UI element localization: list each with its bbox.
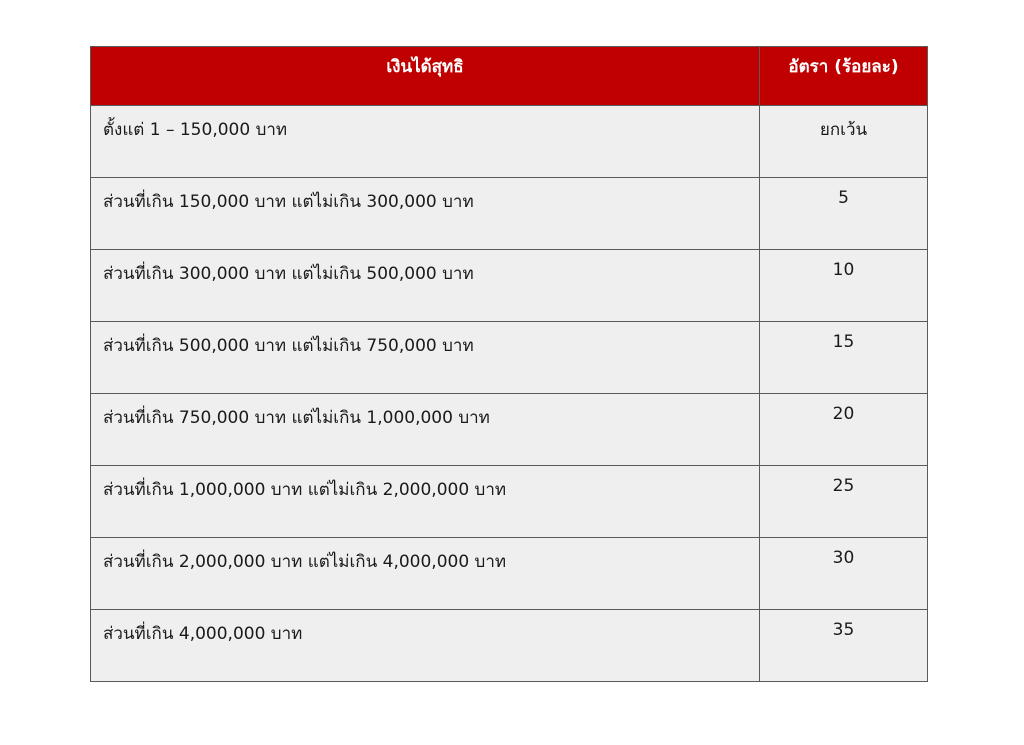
table-row <box>91 538 928 610</box>
tax-rate-cell: 5 <box>760 178 928 250</box>
tax-rate-cell: 25 <box>760 466 928 538</box>
tax-rate-cell: 30 <box>760 538 928 610</box>
tax-rate-table <box>90 46 928 682</box>
table-row <box>91 610 928 682</box>
table-row <box>91 106 928 178</box>
header-net-income: เงินได้สุทธิ <box>91 47 760 106</box>
table-row <box>91 250 928 322</box>
income-bracket-cell: ส่วนที่เกิน 2,000,000 บาท แต่ไม่เกิน 4,000,000 บาท <box>91 538 760 610</box>
income-bracket-cell: ส่วนที่เกิน 300,000 บาท แต่ไม่เกิน 500,000 บาท <box>91 250 760 322</box>
table-row <box>91 394 928 466</box>
income-bracket-cell: ส่วนที่เกิน 4,000,000 บาท <box>91 610 760 682</box>
income-bracket-cell: ส่วนที่เกิน 1,000,000 บาท แต่ไม่เกิน 2,000,000 บาท <box>91 466 760 538</box>
table-row <box>91 322 928 394</box>
tax-rate-cell: 10 <box>760 250 928 322</box>
income-bracket-cell: ตั้งแต่ 1 – 150,000 บาท <box>91 106 760 178</box>
tax-rate-cell: 20 <box>760 394 928 466</box>
income-bracket-cell: ส่วนที่เกิน 500,000 บาท แต่ไม่เกิน 750,000 บาท <box>91 322 760 394</box>
tax-rate-cell: 15 <box>760 322 928 394</box>
tax-rate-cell: 35 <box>760 610 928 682</box>
header-rate-percent: อัตรา (ร้อยละ) <box>760 47 928 106</box>
tax-rate-cell: ยกเว้น <box>760 106 928 178</box>
income-bracket-cell: ส่วนที่เกิน 150,000 บาท แต่ไม่เกิน 300,000 บาท <box>91 178 760 250</box>
table-header-row <box>91 47 928 106</box>
table-row <box>91 466 928 538</box>
income-bracket-cell: ส่วนที่เกิน 750,000 บาท แต่ไม่เกิน 1,000,000 บาท <box>91 394 760 466</box>
table-row <box>91 178 928 250</box>
